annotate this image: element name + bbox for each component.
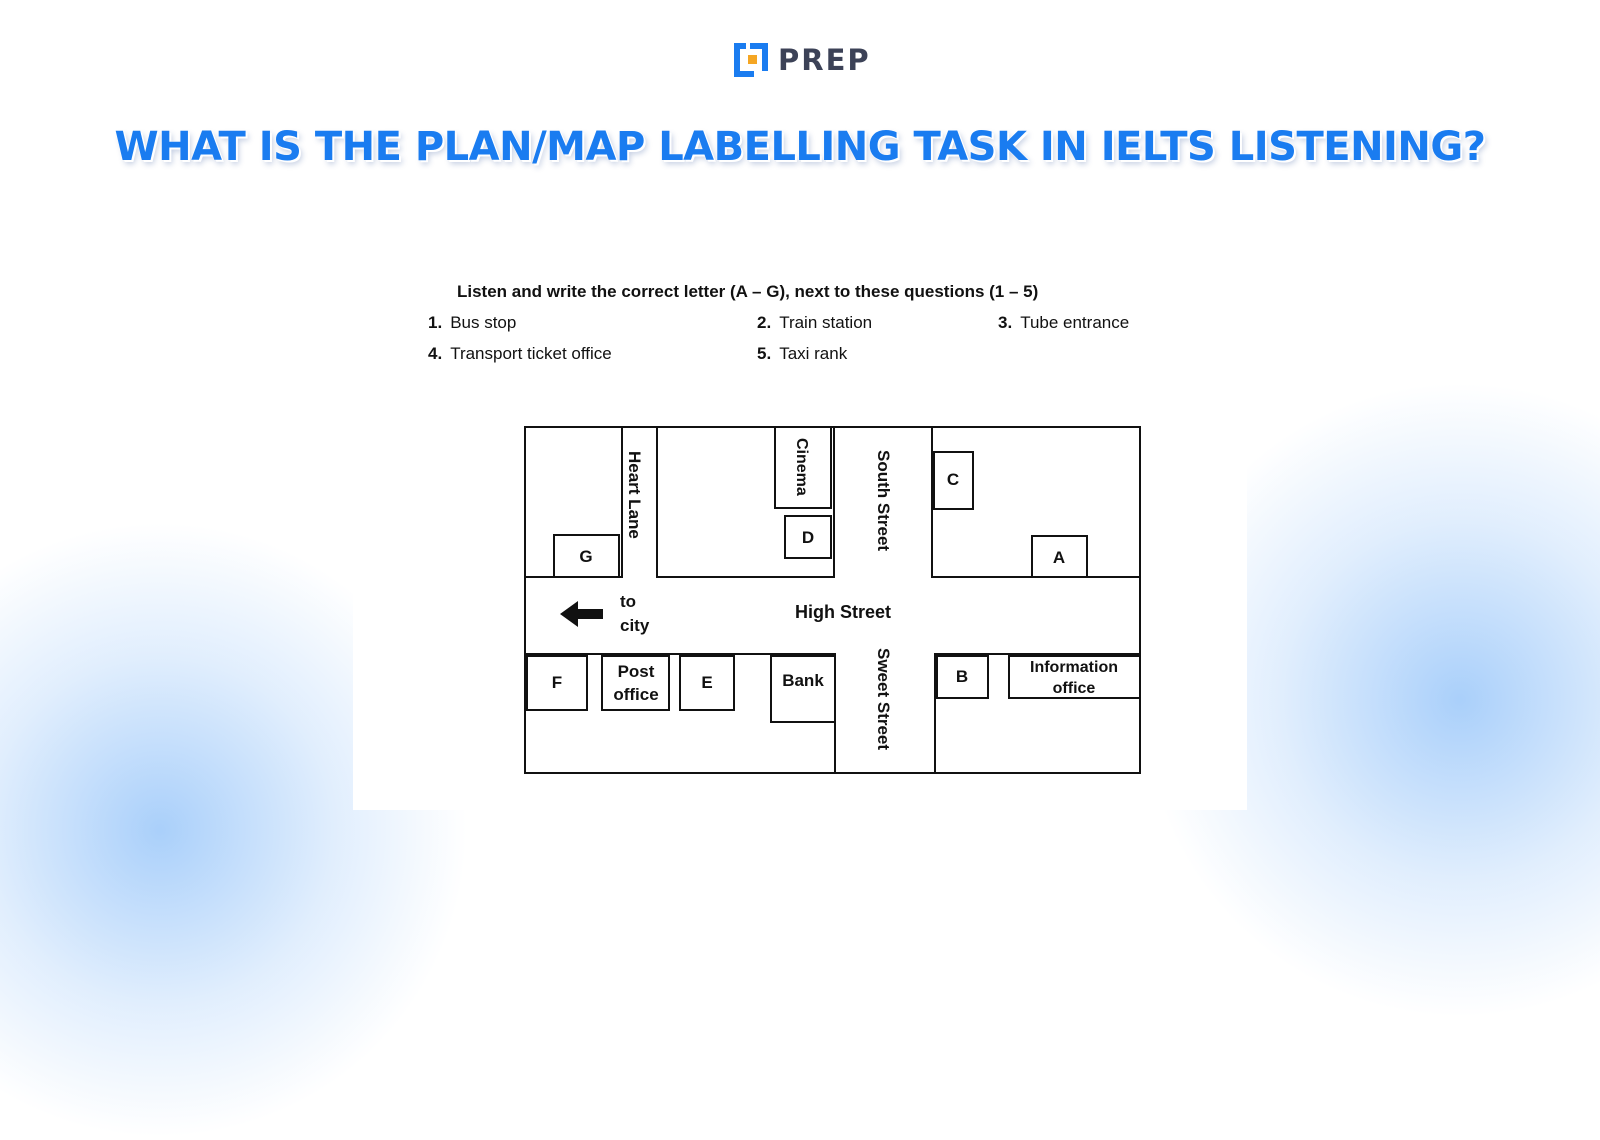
letter-label-b: B xyxy=(955,667,969,686)
block-top-left xyxy=(525,427,622,577)
street-label-sweet-street: Sweet Street xyxy=(874,648,893,751)
letter-label-g: G xyxy=(579,547,593,566)
place-label-information: Information xyxy=(1030,659,1118,676)
letter-label-f: F xyxy=(551,673,563,692)
question-1: 1. Bus stop xyxy=(428,313,517,332)
place-label-post: Post xyxy=(617,662,655,681)
place-label-information-office: office xyxy=(1052,680,1096,697)
map-task-card xyxy=(353,272,1247,810)
page-title: WHAT IS THE PLAN/MAP LABELLING TASK IN IELTS LISTENING? xyxy=(114,124,1486,170)
street-label-high-street: High Street xyxy=(795,602,892,622)
brand-name: PREP xyxy=(778,43,871,77)
street-label-heart-lane: Heart Lane xyxy=(625,451,644,539)
place-label-cinema: Cinema xyxy=(793,438,810,496)
direction-label-city: city xyxy=(620,616,650,635)
block-top-right xyxy=(932,427,1140,577)
direction-label-to: to xyxy=(620,592,637,611)
street-map xyxy=(353,272,1247,810)
task-instruction: Listen and write the correct letter (A – G), next to these questions (1 – 5) xyxy=(457,282,1039,301)
question-3: 3. Tube entrance xyxy=(998,313,1130,332)
street-label-south-street: South Street xyxy=(874,450,893,552)
letter-label-c: C xyxy=(946,470,960,489)
arrow-left-icon xyxy=(560,601,603,627)
place-label-bank: Bank xyxy=(782,671,824,690)
question-5: 5. Taxi rank xyxy=(757,344,848,363)
brand-logo xyxy=(732,40,871,80)
place-label-office: office xyxy=(613,685,659,704)
question-4: 4. Transport ticket office xyxy=(428,344,612,363)
prep-logo-icon xyxy=(732,41,770,79)
letter-label-e: E xyxy=(701,673,713,692)
letter-label-a: A xyxy=(1052,548,1066,567)
question-2: 2. Train station xyxy=(757,313,873,332)
letter-label-d: D xyxy=(801,528,815,547)
